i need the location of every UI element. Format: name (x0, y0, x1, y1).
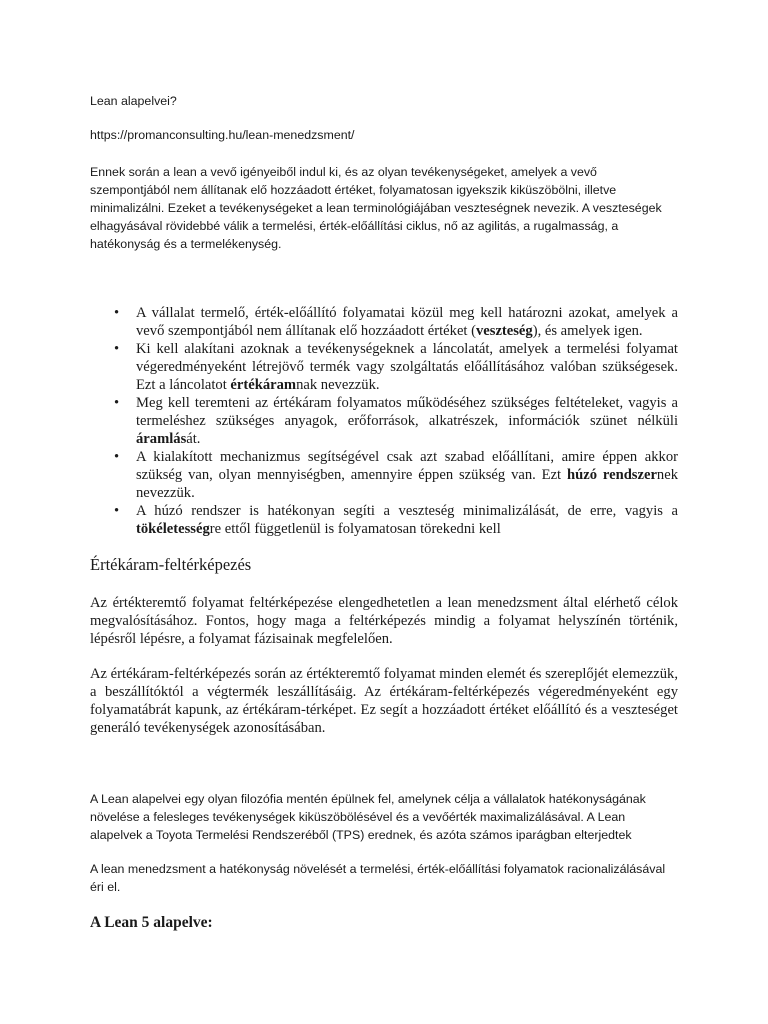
principle-item (90, 340, 678, 394)
goal-paragraph: A lean menedzsment a hatékonyság növelését a termelési, érték-előállítási folyamatok racionalizálásával éri el. (90, 862, 666, 894)
principles-list (90, 304, 678, 538)
principle-keyword: húzó rendszer (567, 467, 657, 483)
intro-paragraph: Ennek során a lean a vevő igényeiből indul ki, és az olyan tevékenységeket, amelyek a vevő szempontjából nem állítanak elő hozzáadott értéket, folyamatosan igyekszik kiküszöbölni, illetve minimalizálni. Ezeket a tevékenységeket a lean terminológiájában veszteségnek nevezik. A veszteségek elhagyásával rövidebbé válik a termelési, érték-előállítási ciklus, nő az agilitás, a rugalmasság, a hatékonyság és a termelékenység. (90, 165, 662, 251)
bullet-icon: • (114, 395, 120, 411)
principle-text: Meg kell teremteni az értékáram folyamatos működéséhez szükséges feltételeket, vagyis a termeléshez szükséges anyagok, erőforrások, alkatrészek, információk szünet nélküli (136, 395, 678, 429)
lean5-title: A Lean 5 alapelve: (90, 914, 213, 931)
principle-text-end: át. (186, 431, 201, 447)
principle-item (90, 502, 678, 538)
source-url: https://promanconsulting.hu/lean-menedzsment/ (90, 128, 355, 142)
heading-question: Lean alapelvei? (90, 94, 177, 108)
vsm-paragraph-2: Az értékáram-feltérképezés során az értékteremtő folyamat minden elemét és szereplőjét elemezzük, a beszállítóktól a végtermék leszállításáig. Az értékáram-feltérképezés végeredményeként egy folyamatábrát kapunk, az értékáram-térképet. Ez segít a hozzáadott értéket előállító és a veszteséget generáló tevékenységek azonosításában. (90, 666, 678, 736)
principle-text: A kialakított mechanizmus segítségével csak azt szabad előállítani, amire éppen akkor szükség van, olyan mennyiségben, amennyire éppen szükség van. Ezt (136, 449, 678, 483)
section-title: Értékáram-feltérképezés (90, 555, 252, 574)
bullet-icon: • (114, 341, 120, 357)
principle-text: A húzó rendszer is hatékonyan segíti a veszteség minimalizálását, de erre, vagyis a (136, 503, 678, 519)
principle-text-end: nak nevezzük. (296, 377, 380, 393)
principle-item (90, 394, 678, 448)
principle-text-end: re ettől függetlenül is folyamatosan törekedni kell (209, 521, 501, 537)
bullet-icon: • (114, 305, 120, 321)
principle-text: Ki kell alakítani azoknak a tevékenységeknek a láncolatát, amelyek a termelési folyamat végeredményeként létrejövő termék vagy szolgáltatás előállításához valóban szükségesek. Ezt a láncolatot (136, 341, 678, 393)
principle-text-end: ), és amelyek igen. (532, 323, 643, 339)
principle-item (90, 448, 678, 502)
vsm-paragraph-1: Az értékteremtő folyamat feltérképezése elengedhetetlen a lean menedzsment által elérhető célok megvalósításához. Fontos, hogy maga a feltérképezés mindig a folyamat helyszínén történik, lépésről lépésre, a folyamat fázisainak megfelelően. (90, 595, 678, 647)
principle-item (90, 304, 678, 340)
principle-text-end: nek nevezzük. (136, 467, 678, 501)
principle-text: A vállalat termelő, érték-előállító folyamatai közül meg kell határozni azokat, amelyek a vevő szempontjából nem állítanak elő hozzáadott értéket ( (136, 305, 678, 339)
principle-keyword: áramlás (136, 431, 187, 447)
principle-keyword: veszteség (475, 323, 533, 339)
principle-keyword: értékáram (230, 377, 297, 393)
bullet-icon: • (114, 503, 120, 519)
bullet-icon: • (114, 449, 120, 465)
philosophy-paragraph: A Lean alapelvei egy olyan filozófia mentén épülnek fel, amelynek célja a vállalatok hatékonyságának növelése a felesleges tevékenységek kiküszöbölésével és a vevőérték maximalizálásával. A Lean alapelvek a Toyota Termelési Rendszeréből (TPS) erednek, és azóta számos iparágban elterjedtek (90, 792, 646, 842)
principle-keyword: tökéletesség (136, 521, 210, 537)
